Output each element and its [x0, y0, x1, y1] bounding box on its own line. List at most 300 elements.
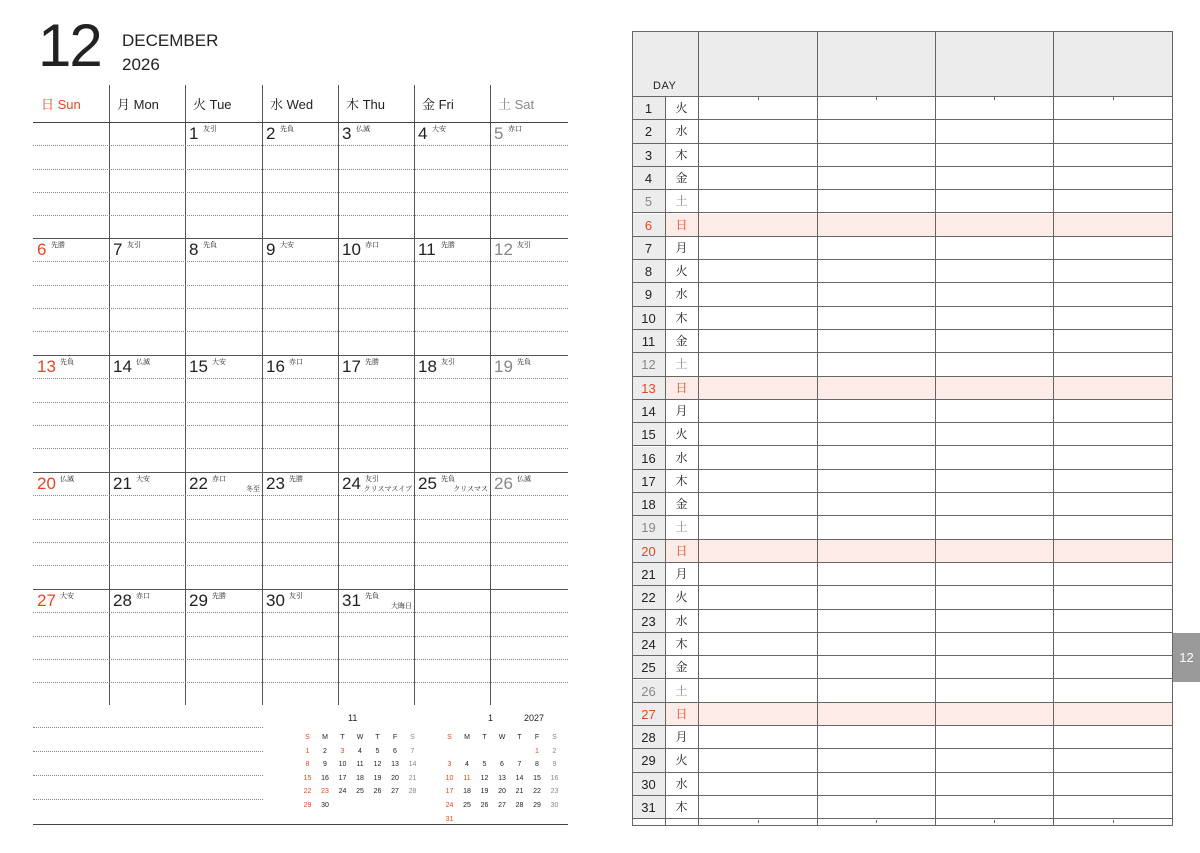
mini-day: 28: [408, 788, 417, 796]
day-cell[interactable]: [338, 472, 414, 496]
day-cell[interactable]: [109, 589, 185, 613]
rokuyo-label: 先勝: [212, 592, 226, 600]
rokuyo-label: 赤口: [508, 125, 522, 133]
day-cell[interactable]: [338, 589, 414, 613]
day-number: 24: [342, 474, 361, 493]
mini-dow: M: [464, 734, 470, 741]
day-list-column-divider: [1053, 97, 1054, 826]
day-row-weekday: 水: [675, 613, 688, 628]
day-number: 30: [266, 591, 285, 610]
column-tick: [876, 820, 877, 823]
month-index-tab[interactable]: 12: [1173, 633, 1200, 682]
day-list-header: [632, 31, 1173, 97]
rokuyo-label: 先勝: [51, 241, 65, 249]
day-cell[interactable]: [338, 122, 414, 146]
mini-day: 30: [321, 802, 329, 809]
header-column-divider: [935, 31, 936, 97]
mini-day: 6: [393, 747, 397, 755]
mini-day: 22: [533, 788, 541, 796]
day-row-number: 30: [632, 773, 665, 795]
mini-calendar-month: 11: [348, 713, 358, 723]
mini-day: 14: [408, 761, 417, 769]
mini-day: 24: [445, 802, 454, 809]
rokuyo-label: 友引: [365, 475, 379, 483]
day-row-weekday: 火: [675, 753, 688, 768]
day-row-number: 25: [632, 656, 665, 678]
day-row-number: 1: [632, 97, 665, 119]
day-row-number: 16: [632, 447, 665, 469]
day-number: 14: [113, 357, 132, 376]
ruled-line: [33, 285, 568, 286]
column-tick: [994, 820, 995, 823]
day-row-number: 9: [632, 283, 665, 305]
mini-day: 8: [305, 761, 310, 769]
day-number: 22: [189, 474, 208, 493]
mini-dow: T: [517, 734, 522, 741]
day-cell[interactable]: [262, 238, 338, 262]
mini-day: 13: [391, 761, 399, 769]
mini-day: 19: [373, 774, 382, 782]
day-row-number: 2: [632, 120, 665, 142]
rokuyo-label: 仏滅: [356, 125, 370, 133]
ruled-line: [33, 659, 568, 660]
ruled-line: [33, 215, 568, 216]
day-row-number: 21: [632, 563, 665, 585]
day-row-number: 12: [632, 353, 665, 375]
day-row-number: 20: [632, 540, 665, 562]
day-row-weekday: 木: [675, 636, 688, 651]
day-row-weekday: 金: [675, 170, 688, 185]
mini-day: 20: [391, 774, 399, 782]
day-row[interactable]: [632, 703, 1173, 726]
day-row-weekday: 月: [675, 730, 688, 745]
mini-day: 6: [500, 761, 504, 769]
mini-day: 15: [533, 774, 541, 782]
mini-dow: T: [340, 734, 345, 741]
day-number: 6: [37, 240, 47, 259]
column-tick: [876, 97, 877, 100]
day-row-weekday: 金: [675, 334, 688, 348]
weekday-header: 土 Sat: [498, 97, 535, 112]
column-tick: [758, 820, 759, 823]
day-row-weekday: 水: [675, 776, 688, 791]
day-cell[interactable]: [414, 472, 490, 496]
day-row-number: 29: [632, 749, 665, 771]
day-number: 9: [266, 240, 276, 259]
day-row-weekday: 金: [675, 497, 688, 512]
day-row-number: 5: [632, 190, 665, 212]
day-row[interactable]: [632, 516, 1173, 539]
memo-line: [33, 775, 263, 776]
day-row[interactable]: [632, 423, 1173, 446]
column-tick: [758, 97, 759, 100]
rokuyo-label: 友引: [127, 241, 141, 249]
day-number: 10: [342, 240, 361, 259]
day-row-weekday: 日: [675, 380, 688, 395]
day-cell[interactable]: [490, 355, 568, 379]
day-row[interactable]: [632, 470, 1173, 493]
memo-line: [33, 727, 263, 728]
day-cell[interactable]: [185, 238, 262, 262]
day-row[interactable]: [632, 400, 1173, 423]
holiday-note: クリスマス: [453, 485, 488, 493]
ruled-line: [33, 542, 568, 543]
day-row[interactable]: [632, 237, 1173, 260]
day-row-weekday: 土: [675, 357, 688, 372]
rokuyo-label: 仏滅: [60, 475, 74, 483]
day-number: 25: [418, 474, 437, 493]
rokuyo-label: 先負: [365, 592, 379, 600]
day-row-weekday: 金: [675, 660, 688, 675]
ruled-line: [33, 169, 568, 170]
mini-dow: W: [356, 734, 364, 741]
day-row[interactable]: [632, 447, 1173, 470]
mini-day: 30: [550, 802, 559, 809]
month-name: DECEMBER: [122, 31, 219, 50]
day-cell[interactable]: [33, 355, 109, 379]
rokuyo-label: 仏滅: [136, 358, 150, 366]
day-number: 17: [342, 357, 361, 376]
day-row-weekday: 土: [675, 520, 688, 535]
mini-dow: T: [375, 734, 380, 741]
day-row[interactable]: [632, 493, 1173, 516]
day-row[interactable]: [632, 796, 1173, 819]
day-row-weekday: 火: [675, 590, 688, 605]
column-tick: [1113, 820, 1114, 823]
mini-day: 12: [480, 774, 489, 782]
memo-bottom-line: [33, 824, 568, 825]
day-number: 19: [494, 357, 513, 376]
rokuyo-label: 大安: [212, 358, 226, 366]
memo-line: [33, 751, 263, 752]
day-row[interactable]: [632, 656, 1173, 679]
day-number: 5: [494, 124, 504, 143]
ruled-line: [33, 308, 568, 309]
rokuyo-label: 先負: [280, 125, 294, 133]
mini-day: 1: [305, 747, 310, 755]
day-row-number: 6: [632, 214, 665, 236]
day-cell[interactable]: [185, 355, 262, 379]
day-row-number: 24: [632, 633, 665, 655]
rokuyo-label: 大安: [136, 475, 150, 483]
day-row[interactable]: [632, 610, 1173, 633]
mini-day: 26: [373, 788, 382, 796]
mini-day: 3: [447, 761, 452, 769]
month-grid: [33, 85, 568, 705]
mini-day: 31: [445, 815, 454, 823]
day-number: 29: [189, 591, 208, 610]
mini-day: 23: [550, 788, 559, 796]
day-row[interactable]: [632, 190, 1173, 213]
day-cell[interactable]: [185, 122, 262, 146]
day-row[interactable]: [632, 283, 1173, 306]
mini-dow: F: [534, 734, 540, 741]
day-row[interactable]: [632, 377, 1173, 400]
mini-dow: T: [482, 734, 487, 741]
mini-day: 16: [550, 774, 559, 782]
day-number: 13: [37, 357, 56, 376]
day-cell[interactable]: [490, 472, 568, 496]
mini-day: 4: [465, 761, 469, 769]
day-cell[interactable]: [109, 238, 185, 262]
mini-dow: S: [410, 734, 415, 741]
day-number: 7: [113, 240, 123, 259]
day-number: 1: [189, 124, 199, 143]
day-row-number: 28: [632, 726, 665, 748]
day-cell[interactable]: [490, 238, 568, 262]
rokuyo-label: 大安: [60, 592, 74, 600]
day-cell[interactable]: [414, 238, 490, 262]
day-row[interactable]: [632, 307, 1173, 330]
day-number: 16: [266, 357, 285, 376]
day-cell[interactable]: [33, 238, 109, 262]
mini-day: 11: [356, 761, 364, 769]
memo-area: [33, 705, 568, 826]
year-label: 2026: [122, 55, 160, 74]
day-row-number: 18: [632, 493, 665, 515]
mini-day: 19: [480, 788, 489, 796]
day-cell[interactable]: [109, 355, 185, 379]
mini-day: 2: [323, 747, 327, 755]
mini-dow: M: [322, 734, 328, 741]
mini-day: 26: [480, 802, 489, 809]
day-number: 15: [189, 357, 208, 376]
day-number: 18: [418, 357, 437, 376]
mini-day: 2: [552, 747, 557, 755]
day-row-weekday: 土: [675, 194, 688, 209]
mini-day: 27: [391, 788, 399, 796]
mini-day: 29: [533, 802, 541, 809]
day-row-number: 27: [632, 703, 665, 725]
mini-day: 14: [515, 774, 524, 782]
rokuyo-label: 赤口: [212, 475, 226, 483]
mini-calendar-year: 2027: [524, 713, 545, 723]
day-cell[interactable]: [262, 355, 338, 379]
month-number: 12: [38, 12, 101, 79]
day-row[interactable]: [632, 260, 1173, 283]
day-row[interactable]: [632, 120, 1173, 143]
day-row[interactable]: [632, 214, 1173, 237]
day-cell[interactable]: [414, 355, 490, 379]
mini-dow: S: [552, 734, 557, 741]
day-number: 27: [37, 591, 56, 610]
day-row[interactable]: [632, 330, 1173, 353]
rokuyo-label: 先勝: [441, 241, 455, 249]
day-row-number: 13: [632, 377, 665, 399]
day-number: 23: [266, 474, 285, 493]
day-row-weekday: 水: [675, 450, 688, 465]
mini-day: 27: [498, 802, 506, 809]
day-row[interactable]: [632, 726, 1173, 749]
holiday-note: 冬至: [246, 485, 260, 493]
day-row-weekday: 火: [675, 264, 688, 279]
holiday-note: クリスマスイブ: [363, 485, 412, 493]
day-row[interactable]: [632, 586, 1173, 609]
mini-day: 12: [373, 761, 382, 769]
mini-day: 4: [358, 747, 362, 755]
mini-day: 9: [552, 761, 557, 769]
mini-dow: S: [305, 734, 310, 741]
day-row-weekday: 水: [675, 124, 688, 139]
mini-day: 8: [535, 761, 539, 769]
day-row-number: 3: [632, 144, 665, 166]
day-number: 8: [189, 240, 199, 259]
mini-day: 24: [338, 788, 347, 796]
mini-day: 5: [375, 747, 380, 755]
day-list-column-divider: [817, 97, 818, 826]
day-cell[interactable]: [262, 589, 338, 613]
day-row-number: 19: [632, 516, 665, 538]
rokuyo-label: 仏滅: [517, 475, 531, 483]
rokuyo-label: 友引: [441, 358, 455, 366]
weekday-header: 金 Fri: [422, 97, 454, 112]
holiday-note: 大晦日: [391, 602, 412, 610]
mini-day: 23: [321, 788, 329, 796]
mini-day: 7: [410, 747, 415, 755]
day-cell[interactable]: [338, 355, 414, 379]
day-row-weekday: 火: [675, 427, 688, 442]
day-number: 31: [342, 591, 361, 610]
day-row[interactable]: [632, 563, 1173, 586]
rokuyo-label: 先負: [60, 358, 74, 366]
mini-day: 20: [498, 788, 506, 796]
day-cell[interactable]: [185, 589, 262, 613]
day-row-number: 22: [632, 586, 665, 608]
day-row[interactable]: [632, 633, 1173, 656]
day-list-column-divider: [698, 97, 699, 826]
day-number: 28: [113, 591, 132, 610]
day-cell[interactable]: [33, 472, 109, 496]
day-row-number: 4: [632, 167, 665, 189]
rokuyo-label: 赤口: [365, 241, 379, 249]
weekday-header: 木 Thu: [346, 97, 386, 112]
mini-day: 21: [515, 788, 524, 796]
day-row[interactable]: [632, 144, 1173, 167]
day-row-weekday: 土: [675, 683, 688, 698]
mini-day: 18: [463, 788, 471, 796]
day-row[interactable]: [632, 680, 1173, 703]
day-number: 20: [37, 474, 56, 493]
day-number: 26: [494, 474, 513, 493]
daily-list-page: [632, 31, 1173, 826]
weekday-header: 月 Mon: [117, 97, 159, 112]
day-row[interactable]: [632, 353, 1173, 376]
rokuyo-label: 赤口: [289, 358, 303, 366]
rokuyo-label: 赤口: [136, 592, 150, 600]
day-row[interactable]: [632, 749, 1173, 772]
mini-day: 7: [517, 761, 522, 769]
ruled-line: [33, 565, 568, 566]
day-row[interactable]: [632, 167, 1173, 190]
day-row-number: 10: [632, 307, 665, 329]
day-row-weekday: 木: [675, 147, 688, 162]
day-cell[interactable]: [414, 122, 490, 146]
column-tick: [1113, 97, 1114, 100]
day-row-weekday: 月: [675, 403, 688, 418]
header-column-divider: [698, 31, 699, 97]
day-header-label: DAY: [653, 80, 677, 92]
day-number: 11: [418, 240, 436, 259]
day-row-number: 15: [632, 423, 665, 445]
memo-line: [33, 799, 263, 800]
day-cell[interactable]: [338, 238, 414, 262]
mini-day: 17: [445, 788, 454, 796]
mini-day: 17: [338, 774, 347, 782]
mini-day: 3: [340, 747, 345, 755]
day-row-number: 8: [632, 260, 665, 282]
mini-day: 1: [535, 747, 539, 755]
day-row-weekday: 木: [675, 473, 688, 488]
day-row-number: 17: [632, 470, 665, 492]
rokuyo-label: 先負: [203, 241, 217, 249]
day-cell[interactable]: [262, 122, 338, 146]
day-row[interactable]: [632, 773, 1173, 796]
header-column-divider: [817, 31, 818, 97]
mini-day: 11: [463, 774, 471, 782]
day-row-number: 23: [632, 610, 665, 632]
mini-day: 21: [408, 774, 417, 782]
day-row-number: 14: [632, 400, 665, 422]
day-number: 4: [418, 124, 428, 143]
rokuyo-label: 友引: [289, 592, 303, 600]
day-row[interactable]: [632, 540, 1173, 563]
day-row-number: 26: [632, 680, 665, 702]
day-row-weekday: 月: [675, 240, 688, 255]
ruled-line: [33, 331, 568, 332]
day-cell[interactable]: [109, 472, 185, 496]
day-list-column-divider: [935, 97, 936, 826]
rokuyo-label: 先勝: [289, 475, 303, 483]
mini-day: 15: [303, 774, 312, 782]
day-row-weekday: 火: [675, 101, 688, 115]
day-row-number: 7: [632, 237, 665, 259]
mini-day: 10: [338, 761, 347, 769]
day-row-weekday: 木: [675, 800, 688, 814]
day-number: 12: [494, 240, 513, 259]
day-number: 3: [342, 124, 352, 143]
day-cell[interactable]: [262, 472, 338, 496]
day-cell[interactable]: [33, 589, 109, 613]
weekday-header: 水 Wed: [270, 97, 314, 112]
mini-day: 16: [321, 774, 329, 782]
day-row-number: 11: [632, 330, 665, 352]
day-row-weekday: 水: [675, 287, 688, 302]
day-row-weekday: 日: [675, 706, 688, 721]
ruled-line: [33, 402, 568, 403]
day-cell[interactable]: [185, 472, 262, 496]
ruled-line: [33, 425, 568, 426]
ruled-line: [33, 519, 568, 520]
mini-dow: F: [392, 734, 398, 741]
ruled-line: [33, 682, 568, 683]
weekday-header: 火 Tue: [193, 97, 232, 112]
rokuyo-label: 先勝: [365, 358, 379, 366]
rokuyo-label: 先負: [517, 358, 531, 366]
mini-calendar-month: 1: [488, 713, 494, 723]
rokuyo-label: 友引: [203, 125, 217, 133]
day-cell[interactable]: [490, 122, 568, 146]
rokuyo-label: 大安: [432, 125, 446, 133]
mini-dow: S: [447, 734, 452, 741]
day-row-weekday: 月: [675, 567, 688, 581]
mini-day: 5: [482, 761, 487, 769]
column-tick: [994, 97, 995, 100]
day-row-weekday: 日: [675, 543, 688, 558]
ruled-line: [33, 192, 568, 193]
day-row[interactable]: [632, 97, 1173, 120]
mini-day: 25: [463, 802, 471, 809]
day-number: 2: [266, 124, 276, 143]
